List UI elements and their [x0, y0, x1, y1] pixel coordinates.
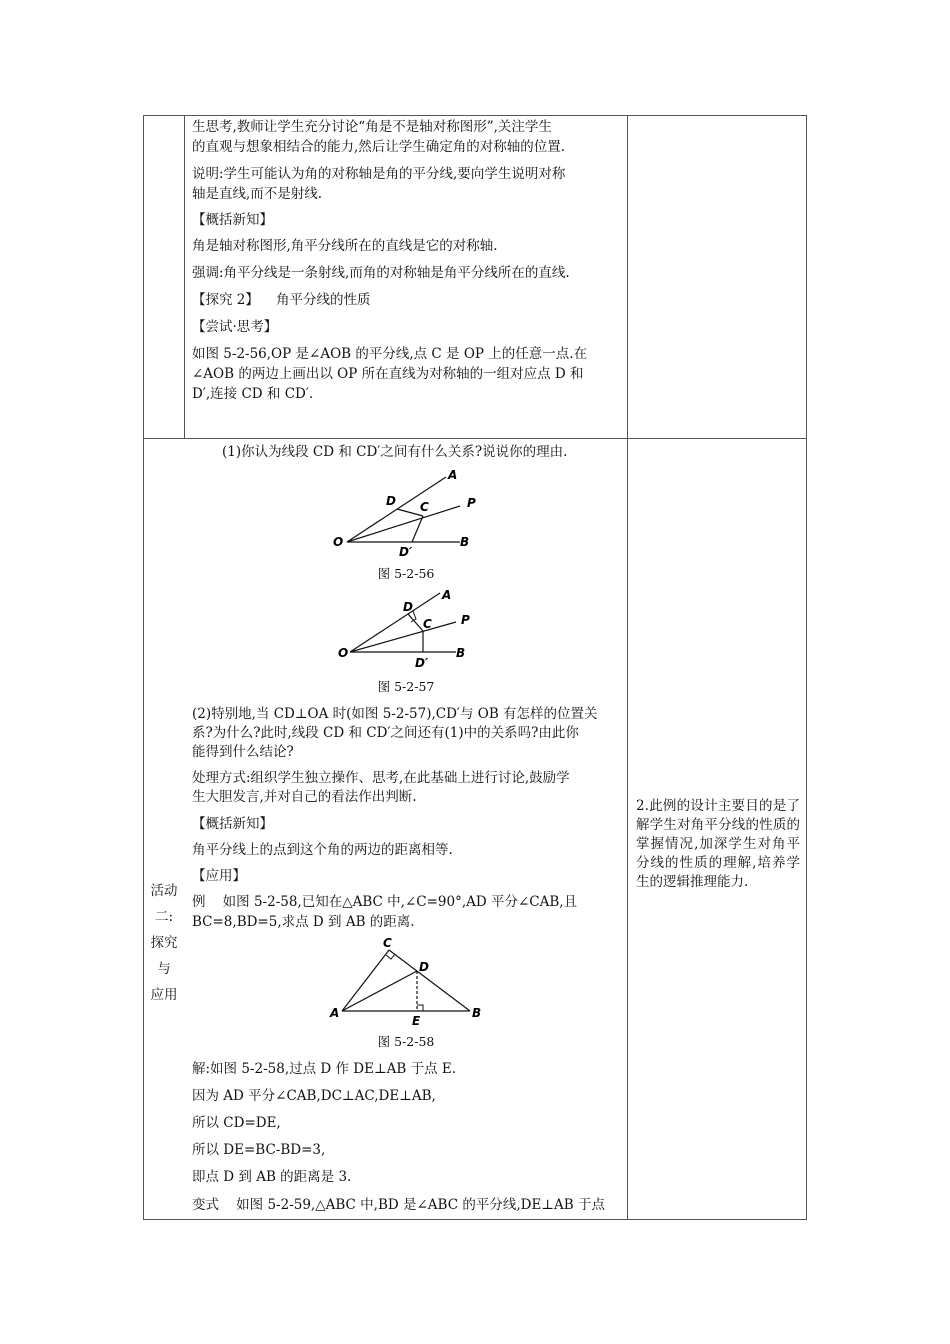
label-O: O — [333, 535, 344, 549]
table-border-left — [143, 115, 144, 1220]
ray-OP — [350, 622, 456, 652]
table-border-right — [806, 115, 807, 1220]
s2-line-8: 【应用】 — [192, 868, 246, 884]
segment-AD — [342, 971, 417, 1011]
s1-line-4: 轴是直线,而不是射线. — [192, 186, 323, 202]
column-divider-1-row1 — [184, 115, 185, 438]
column-divider-2-row2 — [627, 438, 628, 1219]
label-D: D — [386, 494, 396, 508]
right-angle-mark-C — [386, 954, 395, 959]
label-A: A — [448, 468, 458, 482]
ray-OA — [347, 477, 446, 542]
column-divider-2-row1 — [627, 115, 628, 438]
label-Dprime: D′ — [399, 545, 413, 559]
s2-line-1: (2)特别地,当 CD⊥OA 时(如图 5-2-57),CD′与 OB 有怎样的位置关 — [192, 706, 598, 722]
s2-line-3: 能得到什么结论? — [192, 744, 294, 760]
s1-line-10: 如图 5-2-56,OP 是∠AOB 的平分线,点 C 是 OP 上的任意一点.在 — [192, 346, 588, 362]
ray-OP — [347, 506, 460, 542]
s1-line-8: 【探究 2】 角平分线的性质 — [192, 292, 371, 308]
s2-line-9: 例 如图 5-2-58,已知在△ABC 中,∠C=90°,AD 平分∠CAB,且 — [192, 894, 578, 910]
label-Dprime: D′ — [415, 656, 429, 670]
figure-5-2-56 — [320, 465, 540, 565]
label-D: D — [403, 600, 413, 614]
s1-line-2: 的直观与想象相结合的能力,然后让学生确定角的对称轴的位置. — [192, 139, 566, 155]
s2-line-6: 【概括新知】 — [192, 816, 273, 832]
solution-line-1: 解:如图 5-2-58,过点 D 作 DE⊥AB 于点 E. — [192, 1061, 457, 1077]
side-AC — [342, 950, 389, 1011]
activity-label-line-2: 二: — [154, 909, 174, 925]
table-row-divider — [143, 438, 807, 439]
solution-line-3: 所以 CD=DE, — [192, 1115, 281, 1131]
s2-line-4: 处理方式:组织学生独立操作、思考,在此基础上进行讨论,鼓励学 — [192, 770, 570, 786]
activity-label-line-1: 活动 — [150, 883, 178, 899]
s1-line-1: 生思考,教师让学生充分讨论“角是不是轴对称图形”,关注学生 — [192, 119, 552, 135]
s1-line-5: 【概括新知】 — [192, 212, 273, 228]
s1-line-7: 强调:角平分线是一条射线,而角的对称轴是角平分线所在的直线. — [192, 265, 570, 281]
figure-5-2-57-caption: 图 5-2-57 — [377, 679, 435, 694]
activity-label — [144, 878, 184, 1008]
solution-line-6: 变式 如图 5-2-59,△ABC 中,BD 是∠ABC 的平分线,DE⊥AB 于点 — [192, 1197, 605, 1213]
figure-5-2-58-caption: 图 5-2-58 — [377, 1034, 435, 1049]
design-note: 2.此例的设计主要目的是了解学生对角平分线的性质的掌握情况,加深学生对角平分线的性质的理解,培养学生的逻辑推理能力. — [636, 798, 800, 890]
label-A: A — [442, 588, 452, 602]
label-D: D — [419, 960, 429, 974]
right-angle-mark-E — [417, 1005, 423, 1011]
label-C: C — [383, 936, 392, 950]
solution-line-2: 因为 AD 平分∠CAB,DC⊥AC,DE⊥AB, — [192, 1088, 436, 1104]
label-B: B — [472, 1006, 482, 1020]
label-C: C — [423, 617, 432, 631]
label-A: A — [330, 1006, 340, 1020]
label-B: B — [460, 535, 470, 549]
figure-5-2-57 — [320, 587, 540, 677]
solution-line-4: 所以 DE=BC-BD=3, — [192, 1142, 326, 1158]
s2-line-7: 角平分线上的点到这个角的两边的距离相等. — [192, 842, 453, 858]
s2-line-5: 生大胆发言,并对自己的看法作出判断. — [192, 789, 417, 805]
label-P: P — [467, 496, 476, 510]
s1-line-3: 说明:学生可能认为角的对称轴是角的平分线,要向学生说明对称 — [192, 166, 566, 182]
s1-line-12: D′,连接 CD 和 CD′. — [192, 386, 314, 402]
activity-label-line-5: 应用 — [150, 987, 178, 1003]
solution-line-5: 即点 D 到 AB 的距离是 3. — [192, 1169, 352, 1185]
s1-line-11: ∠AOB 的两边上画出以 OP 所在直线为对称轴的一组对应点 D 和 — [192, 366, 584, 382]
side-CB — [389, 950, 470, 1011]
question-1: (1)你认为线段 CD 和 CD′之间有什么关系?说说你的理由. — [222, 444, 568, 460]
s2-line-10: BC=8,BD=5,求点 D 到 AB 的距离. — [192, 914, 415, 930]
figure-5-2-56-caption: 图 5-2-56 — [377, 566, 435, 581]
activity-label-line-3: 探究 — [150, 935, 178, 951]
label-E: E — [412, 1014, 421, 1028]
label-C: C — [420, 500, 429, 514]
figure-5-2-58 — [320, 933, 520, 1028]
label-O: O — [338, 646, 349, 660]
table-border-bottom — [143, 1219, 807, 1220]
s1-line-6: 角是轴对称图形,角平分线所在的直线是它的对称轴. — [192, 238, 498, 254]
activity-label-line-4: 与 — [157, 961, 171, 977]
table-border-top — [143, 115, 807, 116]
label-B: B — [456, 646, 466, 660]
s1-line-9: 【尝试·思考】 — [192, 319, 278, 335]
s2-line-2: 系?为什么?此时,线段 CD 和 CD′之间还有(1)中的关系吗?由此你 — [192, 725, 579, 741]
label-P: P — [461, 613, 470, 627]
